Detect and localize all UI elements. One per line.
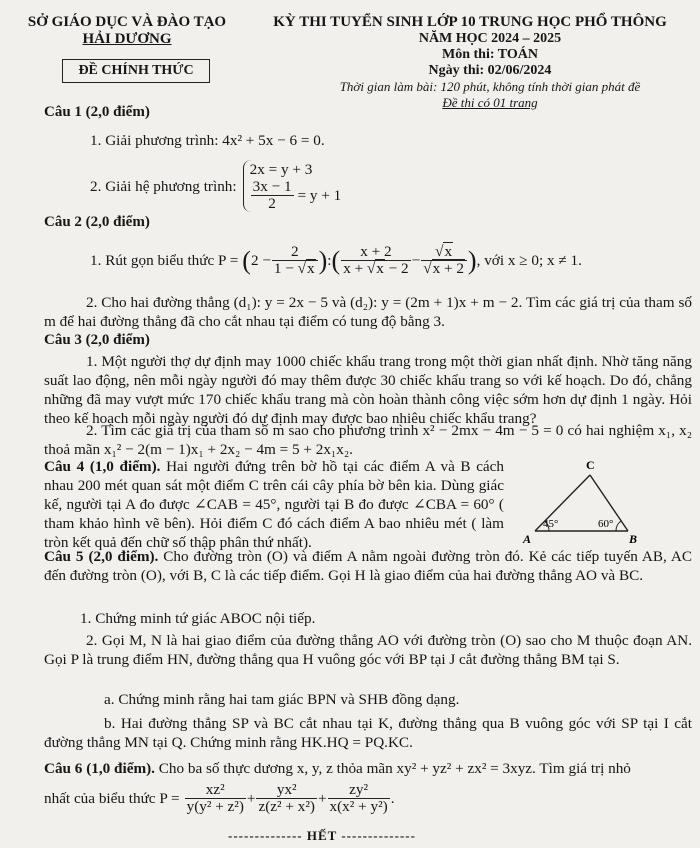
- q1-part2-lead: 2. Giải hệ phương trình:: [90, 177, 237, 195]
- q5-intro: Cho đường tròn (O) và điểm A nằm ngoài đường tròn đó. Kẻ các tiếp tuyến AB, AC đến đường tròn (O), với B, C là các tiếp điểm. Gọi H là giao điểm của hai đường thẳng AO và BC.: [44, 548, 692, 584]
- exam-header: [246, 14, 694, 111]
- q6-title: Câu 6 (1,0 điểm).: [44, 760, 155, 777]
- q5-part1: 1. Chứng minh tứ giác ABOC nội tiếp.: [80, 610, 316, 627]
- q6-lead: nhất của biểu thức P =: [44, 790, 180, 807]
- q1-part2: [90, 160, 341, 212]
- q2-title: Câu 2 (2,0 điểm): [44, 214, 150, 230]
- dept-name: [12, 14, 242, 48]
- q1-eq2-frac: [251, 179, 294, 212]
- q5-block: [44, 547, 692, 585]
- q2-expression: ( 2 − $\frac{2}{1 - √x}$ ) : ( $\frac{x + 2}{x + √x - 2}$ − $\frac{√x}{√x + 2}$ ): [242, 243, 477, 277]
- q6-expression: $\frac{\text{xz²}}{\text{y(y² + z²)}}$ + $\frac{\text{yx²}}{\text{z(z² + x²)}}$ + $\frac{\text{zy²}}{\text{x(x² + y²)}}$ .: [186, 781, 395, 815]
- q1-eq2: [250, 179, 342, 212]
- q1-eq2-den: 2: [268, 195, 276, 212]
- q1-eq2-rhs: = y + 1: [297, 187, 342, 204]
- q5-part2a: a. Chứng minh rằng hai tam giác BPN và SHB đồng dạng.: [104, 691, 460, 708]
- exam-date: Ngày thi: 02/06/2024: [428, 63, 552, 78]
- q2-part1: [90, 244, 582, 277]
- angle-arc-b: [616, 521, 621, 531]
- q2-part2: 2. Cho hai đường thẳng (d₁): y = 2x − 5 và (d₂): y = (2m + 1)x + m − 2. Tìm các giá trị của tham số m để hai đường thẳng đã cho cắt nhau tại điểm có tung độ bằng 3.: [44, 294, 692, 330]
- q1-system: [243, 160, 342, 212]
- triangle-figure: [515, 455, 645, 545]
- q1-eq2-num: 3x − 1: [252, 178, 292, 195]
- exam-title: KỲ THI TUYỂN SINH LỚP 10 TRUNG HỌC PHỔ THÔNG: [273, 14, 667, 30]
- label-c: C: [586, 458, 595, 472]
- q3-title: Câu 3 (2,0 điểm): [44, 332, 150, 348]
- q1-title: Câu 1 (2,0 điểm): [44, 104, 150, 120]
- q4-title: Câu 4 (1,0 điểm).: [44, 458, 161, 475]
- q6-body: Cho ba số thực dương x, y, z thỏa mãn xy² + yz² + zx² = 3xyz. Tìm giá trị nhỏ: [158, 760, 631, 777]
- end-marker: -------------- HẾT --------------: [228, 828, 416, 843]
- school-year: NĂM HỌC 2024 – 2025: [418, 31, 562, 46]
- q4-body: Hai người đứng trên bờ hồ tại các điểm A và B cách nhau 200 mét quan sát một điểm C trên cái cây phía bờ bên kia. Dùng giác kế, người tại A đo được ∠CAB = 45°, người tại B đo được ∠CBA = 60° ( tham khảo hình vẽ bên). Hỏi điểm C đó cách điểm A bao nhiêu mét ( làm tròn kết quả đến chữ số thập phân thứ nhất).: [44, 458, 505, 551]
- q6-expression-line: [44, 782, 395, 815]
- q1-part1: 1. Giải phương trình: 4x² + 5x − 6 = 0.: [90, 132, 325, 149]
- label-b: B: [629, 532, 638, 545]
- q6-block: [44, 759, 692, 778]
- q2-part1-lead: 1. Rút gọn biểu thức P =: [90, 252, 239, 269]
- q5-title: Câu 5 (2,0 điểm).: [44, 548, 159, 565]
- dept-line-2: HẢI DƯƠNG: [82, 31, 172, 47]
- q5-part2b: b. Hai đường thẳng SP và BC cắt nhau tại K, đường thẳng qua B vuông góc với SP tại I cắt đường thẳng MN tại Q. Chứng minh rằng HK.HQ = PQ.KC.: [44, 715, 692, 751]
- label-a: A: [523, 532, 532, 545]
- subject: Môn thi: TOÁN: [442, 47, 538, 62]
- q4-block: [44, 457, 504, 552]
- q5-part2: 2. Gọi M, N là hai giao điểm của đường thẳng AO với đường tròn (O) sao cho M thuộc đoạn AN. Gọi P là trung điểm HN, đường thẳng qua H vuông góc với BP tại J cắt đường thẳng BM tại S.: [44, 632, 692, 668]
- q3-part1: 1. Một người thợ dự định may 1000 chiếc khẩu trang trong một thời gian nhất định. Nhờ tăng năng suất lao động, nên mỗi ngày người đó may thêm được 30 chiếc khẩu trang so với kế hoạch. Do đó, chẳng những đã may vượt mức 170 chiếc khẩu trang mà còn hoàn thành công việc sớm hơn dự định 1 ngày. Hỏi theo kế hoạch mỗi ngày người đó dự định may được bao nhiêu chiếc khẩu trang?: [44, 353, 692, 427]
- angle-label-b: 60°: [598, 518, 614, 530]
- q3-part2: 2. Tìm các giá trị của tham số m sao cho phương trình x² − 2mx − 4m − 5 = 0 có hai nghiệm x₁, x₂ thoả mãn x₁² − 2(m − 1)x₁ + 2x₂ − 4m = 5 + 2x₁x₂.: [44, 422, 692, 458]
- q2-part1-condition: , với x ≥ 0; x ≠ 1.: [476, 252, 582, 269]
- official-badge: ĐỀ CHÍNH THỨC: [62, 59, 210, 83]
- duration: Thời gian làm bài: 120 phút, không tính thời gian phát đề: [339, 79, 641, 94]
- page-count: Đề thi có 01 trang: [442, 95, 538, 110]
- q1-eq1: 2x = y + 3: [249, 161, 313, 178]
- dept-line-1: SỞ GIÁO DỤC VÀ ĐÀO TẠO: [27, 14, 227, 30]
- angle-label-a: 45°: [543, 518, 559, 530]
